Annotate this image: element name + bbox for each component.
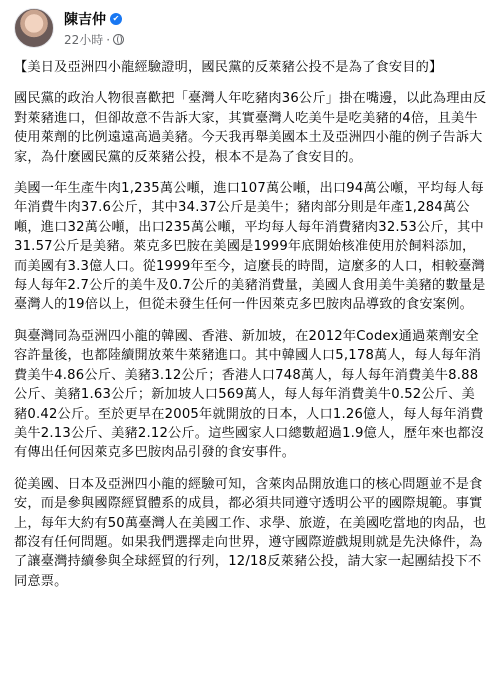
separator-dot: · [106, 32, 111, 47]
author-row [64, 9, 124, 29]
post-title: 【美日及亞洲四小龍經驗證明，國民黨的反萊豬公投不是為了食安目的】 [14, 60, 443, 75]
author-avatar[interactable] [14, 8, 54, 48]
post-paragraph: 美國一年生產牛肉1,235萬公噸，進口107萬公噸，出口94萬公噸，平均每人每年消費牛肉37.6公斤，其中34.37公斤是美牛；豬肉部分則是年產1,284萬公噸，進口32萬公噸，出口235萬公噸，平均每人每年消費豬肉32.53公斤，其中31.57公斤是美豬。萊克多巴胺在美國是1999年底開始核准使用於飼料添加，而美國有3.3億人口。從1999年至今，這麼長的時間，這麼多的人口，相較臺灣每人每年2.7公斤的美牛及0.7公斤的美豬消費量，美國人食用美牛美豬的數量是臺灣人的19倍以上，但從未發生任何一件因萊克多巴胺肉品導致的食安案例。 [14, 181, 486, 313]
globe-icon[interactable] [113, 34, 124, 45]
post-paragraph: 國民黨的政治人物很喜歡把「臺灣人年吃豬肉36公斤」掛在嘴邊，以此為理由反對萊豬進口，但卻故意不告訴大家，其實臺灣人吃美牛是吃美豬的4倍，且美牛使用萊劑的比例遠遠高過美豬。今天我再舉美國本土及亞洲四小龍的例子告訴大家，為什麼國民黨的反萊豬公投，根本不是為了食安目的。 [14, 91, 487, 165]
post-meta [64, 6, 124, 48]
post-paragraph: 從美國、日本及亞洲四小龍的經驗可知，含萊肉品開放進口的核心問題並不是食安，而是參與國際經貿體系的成員，都必須共同遵守透明公平的國際規範。事實上，每年大約有50萬臺灣人在美國工作、求學、旅遊，在美國吃當地的肉品，也都沒有任何問題。如果我們選擇走向世界，遵守國際遊戲規則就是先決條件，為了讓臺灣持續參與全球經貿的行列，12/18反萊豬公投，請大家一起團結投下不同意票。 [14, 476, 487, 589]
post-paragraph: 與臺灣同為亞洲四小龍的韓國、香港、新加坡，在2012年Codex通過萊劑安全容許量後，也都陸續開放萊牛萊豬進口。其中韓國人口5,178萬人，每人每年消費美牛4.86公斤、美豬3.12公斤；香港人口748萬人，每人每年消費美牛8.88公斤、美豬1.63公斤；新加坡人口569萬人，每人每年消費美牛0.52公斤、美豬0.42公斤。至於更早在2005年就開放的日本，人口1.26億人，每人每年消費美牛2.13公斤、美豬2.12公斤。這些國家人口總數超過1.9億人，歷年來也都沒有傳出任何因萊克多巴胺肉品引發的食安事件。 [14, 328, 485, 461]
author-name[interactable]: 陳吉仲 [64, 12, 106, 28]
verified-badge-icon: ✔ [110, 13, 122, 25]
post-timestamp[interactable]: 22小時 [64, 33, 104, 47]
post-body [14, 58, 488, 591]
post-header [14, 0, 488, 58]
post-time-row [64, 31, 124, 48]
